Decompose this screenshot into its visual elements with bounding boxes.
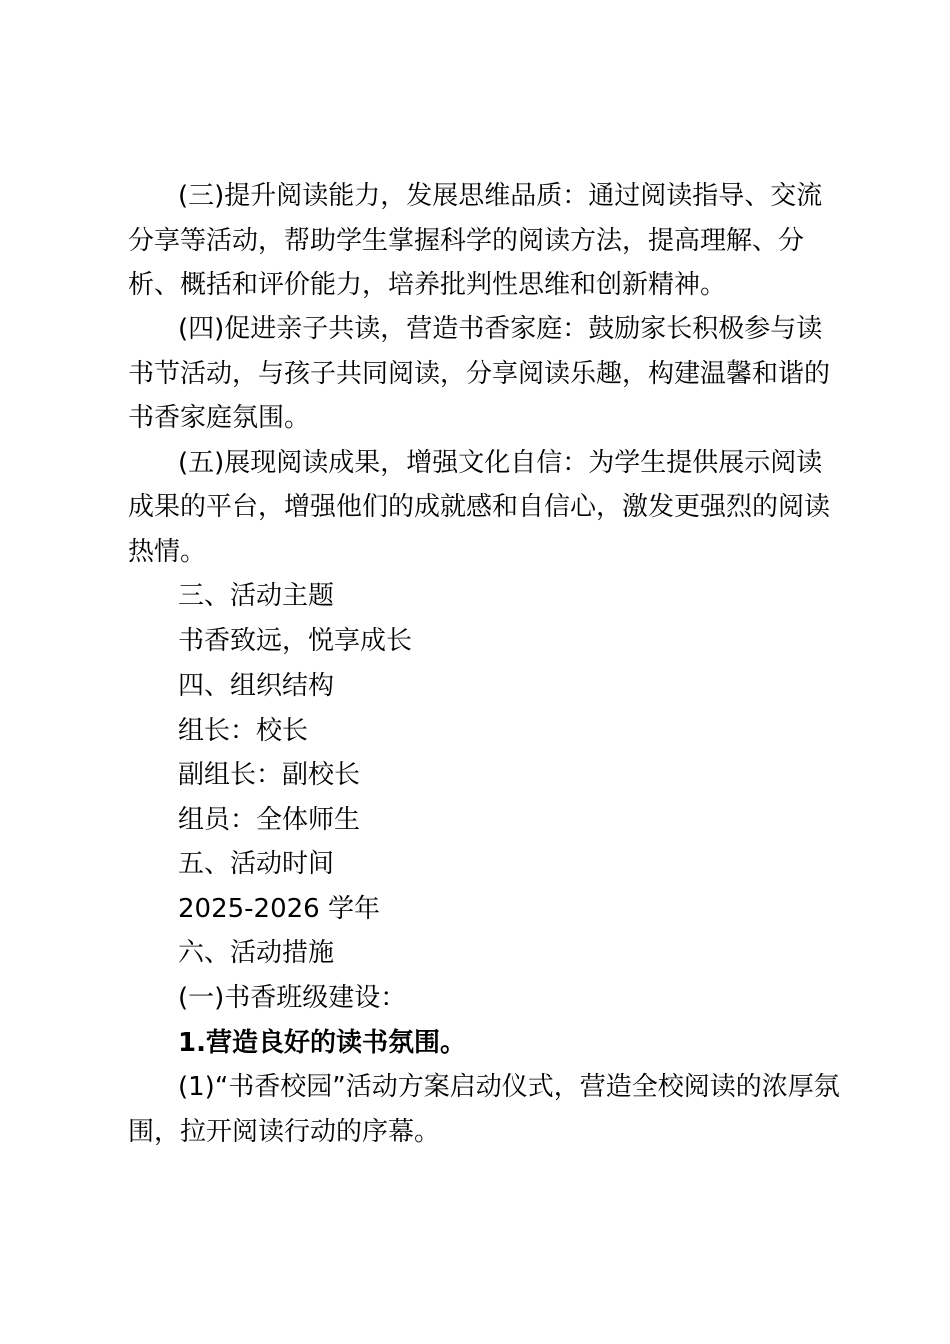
paragraph-4-line-1: (四)促进亲子共读，营造书香家庭：鼓励家长积极参与读 xyxy=(178,314,823,344)
paragraph-4-line-3: 书香家庭氛围。 xyxy=(128,403,311,433)
org-leader: 组长：校长 xyxy=(178,716,309,746)
section-heading-theme: 三、活动主题 xyxy=(178,581,335,611)
paragraph-3-line-3: 析、概括和评价能力，培养批判性思维和创新精神。 xyxy=(128,270,727,300)
section-heading-organization: 四、组织结构 xyxy=(178,671,335,701)
bold-item-heading: 1.营造良好的读书氛围。 xyxy=(178,1028,466,1058)
measure-1-line-1: (1)“书香校园”活动方案启动仪式，营造全校阅读的浓厚氛 xyxy=(178,1072,840,1102)
subheading-class-building: (一)书香班级建设： xyxy=(178,983,407,1013)
org-deputy-leader: 副组长：副校长 xyxy=(178,760,361,790)
section-heading-time: 五、活动时间 xyxy=(178,849,335,879)
paragraph-5-line-1: (五)展现阅读成果，增强文化自信：为学生提供展示阅读 xyxy=(178,448,823,478)
paragraph-3-line-1: (三)提升阅读能力，发展思维品质：通过阅读指导、交流 xyxy=(178,181,823,211)
paragraph-3-line-2: 分享等活动，帮助学生掌握科学的阅读方法，提高理解、分 xyxy=(128,226,805,256)
paragraph-5-line-2: 成果的平台，增强他们的成就感和自信心，激发更强烈的阅读 xyxy=(128,492,831,522)
org-members: 组员：全体师生 xyxy=(178,805,361,835)
activity-time: 2025-2026 学年 xyxy=(178,894,380,924)
section-heading-measures: 六、活动措施 xyxy=(178,938,335,968)
paragraph-4-line-2: 书节活动，与孩子共同阅读，分享阅读乐趣，构建温馨和谐的 xyxy=(128,359,831,389)
measure-1-line-2: 围，拉开阅读行动的序幕。 xyxy=(128,1117,441,1147)
paragraph-5-line-3: 热情。 xyxy=(128,537,207,567)
theme-text: 书香致远，悦享成长 xyxy=(178,626,413,656)
